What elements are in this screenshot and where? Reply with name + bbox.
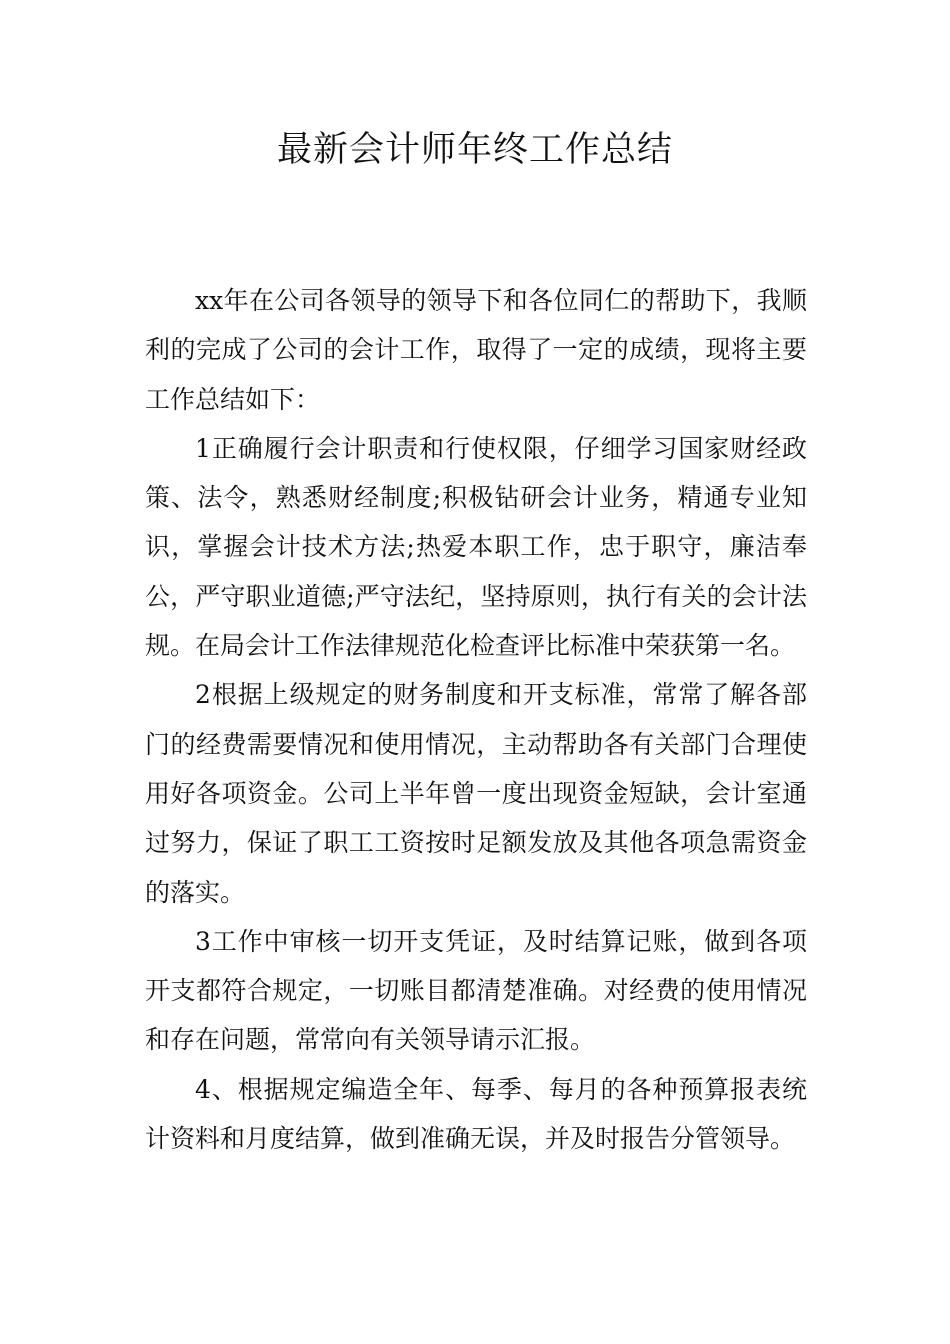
paragraph-item-3: 3工作中审核一切开支凭证，及时结算记账，做到各项开支都符合规定，一切账目都清楚准确。对经费的使用情况和存在问题，常常向有关领导请示汇报。 bbox=[145, 926, 807, 1055]
document-title: 最新会计师年终工作总结 bbox=[276, 130, 673, 170]
paragraph-intro: xx年在公司各领导的领导下和各位同仁的帮助下，我顺利的完成了公司的会计工作，取得了一定的成绩，现将主要工作总结如下： bbox=[145, 286, 807, 414]
paragraph-item-2: 2根据上级规定的财务制度和开支标准，常常了解各部门的经费需要情况和使用情况，主动帮助各有关部门合理使用好各项资金。公司上半年曾一度出现资金短缺，会计室通过努力，保证了职工工资按时足额发放及其他各项急需资金的落实。 bbox=[145, 680, 807, 907]
paragraph-item-4: 4、根据规定编造全年、每季、每月的各种预算报表统计资料和月度结算，做到准确无误，并及时报告分管领导。 bbox=[145, 1074, 807, 1154]
paragraph-item-1: 1正确履行会计职责和行使权限，仔细学习国家财经政策、法令，熟悉财经制度;积极钻研会计业务，精通专业知识，掌握会计技术方法;热爱本职工作，忠于职守，廉洁奉公，严守职业道德;严守法纪，坚持原则，执行有关的会计法规。在局会计工作法律规范化检查评比标准中荣获第一名。 bbox=[145, 433, 807, 661]
document-body bbox=[145, 276, 807, 1163]
